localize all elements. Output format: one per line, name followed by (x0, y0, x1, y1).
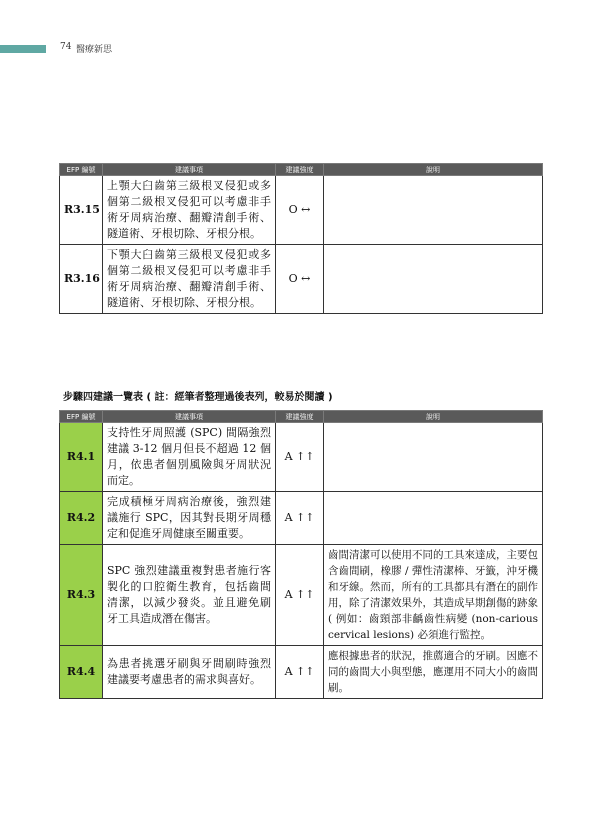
row-note (324, 176, 543, 245)
column-header-code: EFP 編號 (60, 164, 103, 176)
table-row (60, 245, 543, 314)
table-header-row (60, 411, 543, 423)
column-header-strength: 建議強度 (276, 164, 324, 176)
row-note (324, 245, 543, 314)
book-title: 醫療新思 (76, 45, 113, 55)
column-header-recommendation: 建議事項 (103, 411, 276, 423)
page-number: 74 (60, 42, 72, 52)
row-recommendation: 上顎大臼齒第三級根叉侵犯或多個第二級根叉侵犯可以考慮非手術牙周病治療、翻瓣清創手術、隧道術、牙根切除、牙根分根。 (103, 176, 276, 245)
row-strength: A ↑↑ (276, 545, 324, 646)
column-header-code: EFP 編號 (60, 411, 103, 423)
row-recommendation: 下顎大臼齒第三級根叉侵犯或多個第二級根叉侵犯可以考慮非手術牙周病治療、翻瓣清創手術、隧道術、牙根切除、牙根分根。 (103, 245, 276, 314)
row-code: R3.15 (60, 176, 103, 245)
row-note (324, 492, 543, 545)
table-row (60, 545, 543, 646)
row-recommendation: 支持性牙周照護 (SPC) 間隔強烈建議 3-12 個月但長不超過 12 個月，依患者個別風險與牙周狀況而定。 (103, 423, 276, 492)
table-row (60, 646, 543, 699)
column-header-strength: 建議強度 (276, 411, 324, 423)
recommendation-table-step4 (59, 410, 543, 699)
row-code: R3.16 (60, 245, 103, 314)
row-code: R4.1 (60, 423, 103, 492)
row-code: R4.4 (60, 646, 103, 699)
row-code: R4.3 (60, 545, 103, 646)
row-recommendation: SPC 強烈建議重複對患者施行客製化的口腔衛生教育，包括齒間清潔，以減少發炎。並且避免刷牙工具造成潛在傷害。 (103, 545, 276, 646)
section-heading-step4: 步驟四建議一覽表 ( 註：經筆者整理過後表列，較易於閱讀 ) (63, 392, 333, 403)
row-strength: O ↔ (276, 176, 324, 245)
column-header-recommendation: 建議事項 (103, 164, 276, 176)
row-note (324, 423, 543, 492)
column-header-note: 說明 (324, 164, 543, 176)
row-recommendation: 完成積極牙周病治療後，強烈建議施行 SPC，因其對長期牙周穩定和促進牙周健康至關重要。 (103, 492, 276, 545)
row-strength: A ↑↑ (276, 492, 324, 545)
table-header-row (60, 164, 543, 176)
recommendation-table-step3 (59, 163, 543, 314)
table-row (60, 423, 543, 492)
table-row (60, 176, 543, 245)
row-code: R4.2 (60, 492, 103, 545)
row-strength: A ↑↑ (276, 646, 324, 699)
row-note: 應根據患者的狀況，推薦適合的牙刷。因應不同的齒間大小與型態，應運用不同大小的齒間刷。 (324, 646, 543, 699)
row-note: 齒間清潔可以使用不同的工具來達成，主要包含齒間刷，橡膠 / 彈性清潔棒、牙籤，沖牙機和牙線。然而，所有的工具都具有潛在的副作用，除了清潔效果外，其造成早期創傷的跡象 ( 例如：齒頸部非齲齒性病變 (non-carious cervical lesions) 必須進行監控。 (324, 545, 543, 646)
row-strength: A ↑↑ (276, 423, 324, 492)
row-recommendation: 為患者挑選牙刷與牙間刷時強烈建議要考慮患者的需求與喜好。 (103, 646, 276, 699)
row-strength: O ↔ (276, 245, 324, 314)
header-accent-bar (0, 45, 46, 53)
table-row (60, 492, 543, 545)
column-header-note: 說明 (324, 411, 543, 423)
